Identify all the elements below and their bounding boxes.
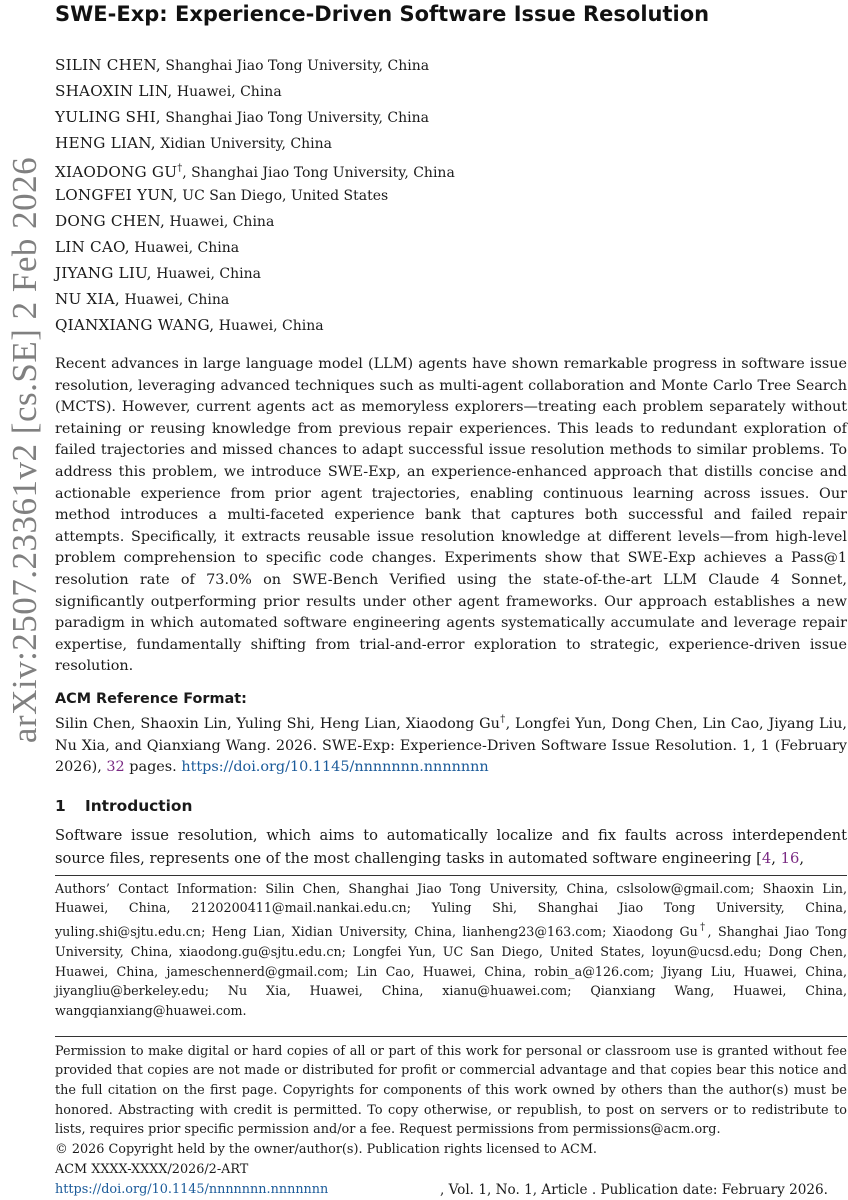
arxiv-identifier-text: arXiv:2507.23361v2 [cs.SE] 2 Feb 2026 [5, 156, 45, 744]
author-affiliation: Huawei, China [169, 214, 275, 230]
corresponding-author-mark: † [697, 922, 708, 934]
author-entry [55, 260, 847, 286]
citation-link[interactable]: 4 [761, 849, 772, 867]
author-affiliation: UC San Diego, United States [182, 188, 389, 204]
intro-paragraph [55, 824, 847, 870]
author-affiliation: Huawei, China [134, 240, 240, 256]
author-contact-info [55, 879, 847, 1021]
author-name: LIN CAO, [55, 238, 130, 256]
author-list [55, 52, 847, 338]
author-entry [55, 156, 847, 182]
author-name: NU XIA, [55, 290, 120, 308]
copyright-line: © 2026 Copyright held by the owner/author(s). Publication rights licensed to ACM. [55, 1142, 597, 1158]
acm-code: ACM XXXX-XXXX/2026/2-ART [55, 1162, 249, 1178]
author-entry [55, 130, 847, 156]
reference-details: , Longfei Yun, Dong Chen, Lin Cao, Jiyang Liu, Nu Xia, and Qianxiang Wang. 2026. SWE-Exp: Experience-Driven Software Issue Resolution. 1, 1 (February 2026), [55, 715, 847, 776]
footnote-divider [55, 875, 847, 876]
section-heading [55, 795, 847, 817]
author-entry [55, 78, 847, 104]
author-affiliation: Huawei, China [156, 266, 261, 282]
pages-label: pages. [124, 759, 182, 776]
bottom-doi-link[interactable]: https://doi.org/10.1145/nnnnnnn.nnnnnnn [55, 1182, 329, 1198]
section-title: Introduction [85, 796, 193, 815]
author-affiliation: Xidian University, China [160, 136, 332, 152]
page-footer: , Vol. 1, No. 1, Article . Publication date: February 2026. [439, 1182, 828, 1198]
paper-page [55, 0, 847, 1200]
author-affiliation: Shanghai Jiao Tong University, China [165, 58, 430, 74]
author-name: SILIN CHEN, [55, 56, 161, 74]
page-count-link[interactable]: 32 [106, 759, 125, 776]
permission-divider [55, 1036, 847, 1037]
author-entry [55, 286, 847, 312]
corresponding-author-mark: † [177, 163, 183, 174]
author-name: JIYANG LIU, [55, 264, 152, 282]
author-entry [55, 312, 847, 338]
author-affiliation: Shanghai Jiao Tong University, China [165, 110, 429, 126]
acm-reference-text [55, 709, 847, 779]
reference-authors: Silin Chen, Shaoxin Lin, Yuling Shi, Heng Lian, Xiaodong Gu [55, 715, 500, 732]
author-entry [55, 104, 847, 130]
citation-separator: , [771, 849, 781, 867]
author-name: XIAODONG GU [55, 163, 178, 181]
doi-link[interactable]: https://doi.org/10.1145/nnnnnnn.nnnnnnn [181, 759, 489, 776]
author-affiliation: Huawei, China [176, 84, 282, 100]
abstract: Recent advances in large language model (LLM) agents have shown remarkable progress in software issue resolution, leveraging advanced techniques such as multi-agent collaboration and Monte Carlo Tree Search (MCTS). However, current agents act as memoryless explorers—treating each problem separately without retaining or reusing knowledge from previous repair experiences. This leads to redundant exploration of failed trajectories and missed chances to adapt successful issue resolution methods to similar problems. To address this problem, we introduce SWE-Exp, an experience-enhanced approach that distills concise and actionable experience from prior agent trajectories, enabling continuous learning across issues. Our method introduces a multi-faceted experience bank that captures both successful and failed repair attempts. Specifically, it extracts reusable issue resolution knowledge at different levels—from high-level problem comprehension to specific code changes. Experiments show that SWE-Exp achieves a Pass@1 resolution rate of 73.0% on SWE-Bench Verified using the state-of-the-art LLM Claude 4 Sonnet, significantly outperforming prior results under other agent frameworks. Our approach establishes a new paradigm in which automated software engineering agents systematically accumulate and leverage repair expertise, fundamentally shifting from trial-and-error exploration to strategic, experience-driven issue resolution. [55, 356, 847, 675]
author-entry [55, 208, 847, 234]
author-entry [55, 52, 847, 78]
author-entry [55, 234, 847, 260]
permission-notice: Permission to make digital or hard copies of all or part of this work for personal or classroom use is granted without fee provided that copies are not made or distributed for profit or commercial advantage and that copies bear this notice and the full citation on the first page. Copyrights for components of this work owned by others than the author(s) must be honored. Abstracting with credit is permitted. To copy otherwise, or republish, to post on servers or to redistribute to lists, requires prior specific permission and/or a fee. Request permissions from permissions@acm.org. [55, 1043, 847, 1138]
author-name: LONGFEI YUN, [55, 186, 178, 204]
author-name: HENG LIAN, [55, 134, 156, 152]
author-affiliation: , Shanghai Jiao Tong University, China [182, 165, 455, 181]
author-entry [55, 182, 847, 208]
paper-title: SWE-Exp: Experience-Driven Software Issue Resolution [55, 2, 710, 26]
author-name: SHAOXIN LIN, [55, 82, 173, 100]
citation-trail: , [799, 849, 804, 867]
author-name: YULING SHI, [55, 108, 161, 126]
arxiv-identifier [0, 0, 50, 900]
author-name: QIANXIANG WANG, [55, 316, 215, 334]
section-number: 1 [55, 796, 66, 815]
contact-text: , Shanghai Jiao Tong University, China, xiaodong.gu@sjtu.edu.cn; Longfei Yun, UC San Diego, United States, loyun@ucsd.edu; Dong Chen, Huawei, China, jameschennerd@gmail.com; Lin Cao, Huawei, China, robin_a@126.com; Jiyang Liu, Huawei, China, jiyangliu@berkeley.edu; Nu Xia, Huawei, China, xianu@huawei.com; Qianxiang Wang, Huawei, China, wangqianxiang@huawei.com. [55, 924, 848, 1018]
contact-text: Authors’ Contact Information: Silin Chen, Shanghai Jiao Tong University, China, cslsolow@gmail.com; Shaoxin Lin, Huawei, China, 2120200411@mail.nankai.edu.cn; Yuling Shi, Shanghai Jiao Tong University, China, yuling.shi@sjtu.edu.cn; Heng Lian, Xidian University, China, lianheng23@163.com; Xiaodong Gu [55, 880, 847, 940]
author-affiliation: Huawei, China [218, 318, 324, 334]
author-name: DONG CHEN, [55, 212, 165, 230]
acm-reference-heading: ACM Reference Format: [55, 690, 247, 707]
citation-link[interactable]: 16 [780, 849, 800, 867]
author-affiliation: Huawei, China [124, 292, 230, 308]
intro-text: Software issue resolution, which aims to automatically localize and fix faults across interdependent source files, represents one of the most challenging tasks in automated software engineering [ [55, 826, 847, 867]
corresponding-author-mark: † [499, 713, 506, 725]
